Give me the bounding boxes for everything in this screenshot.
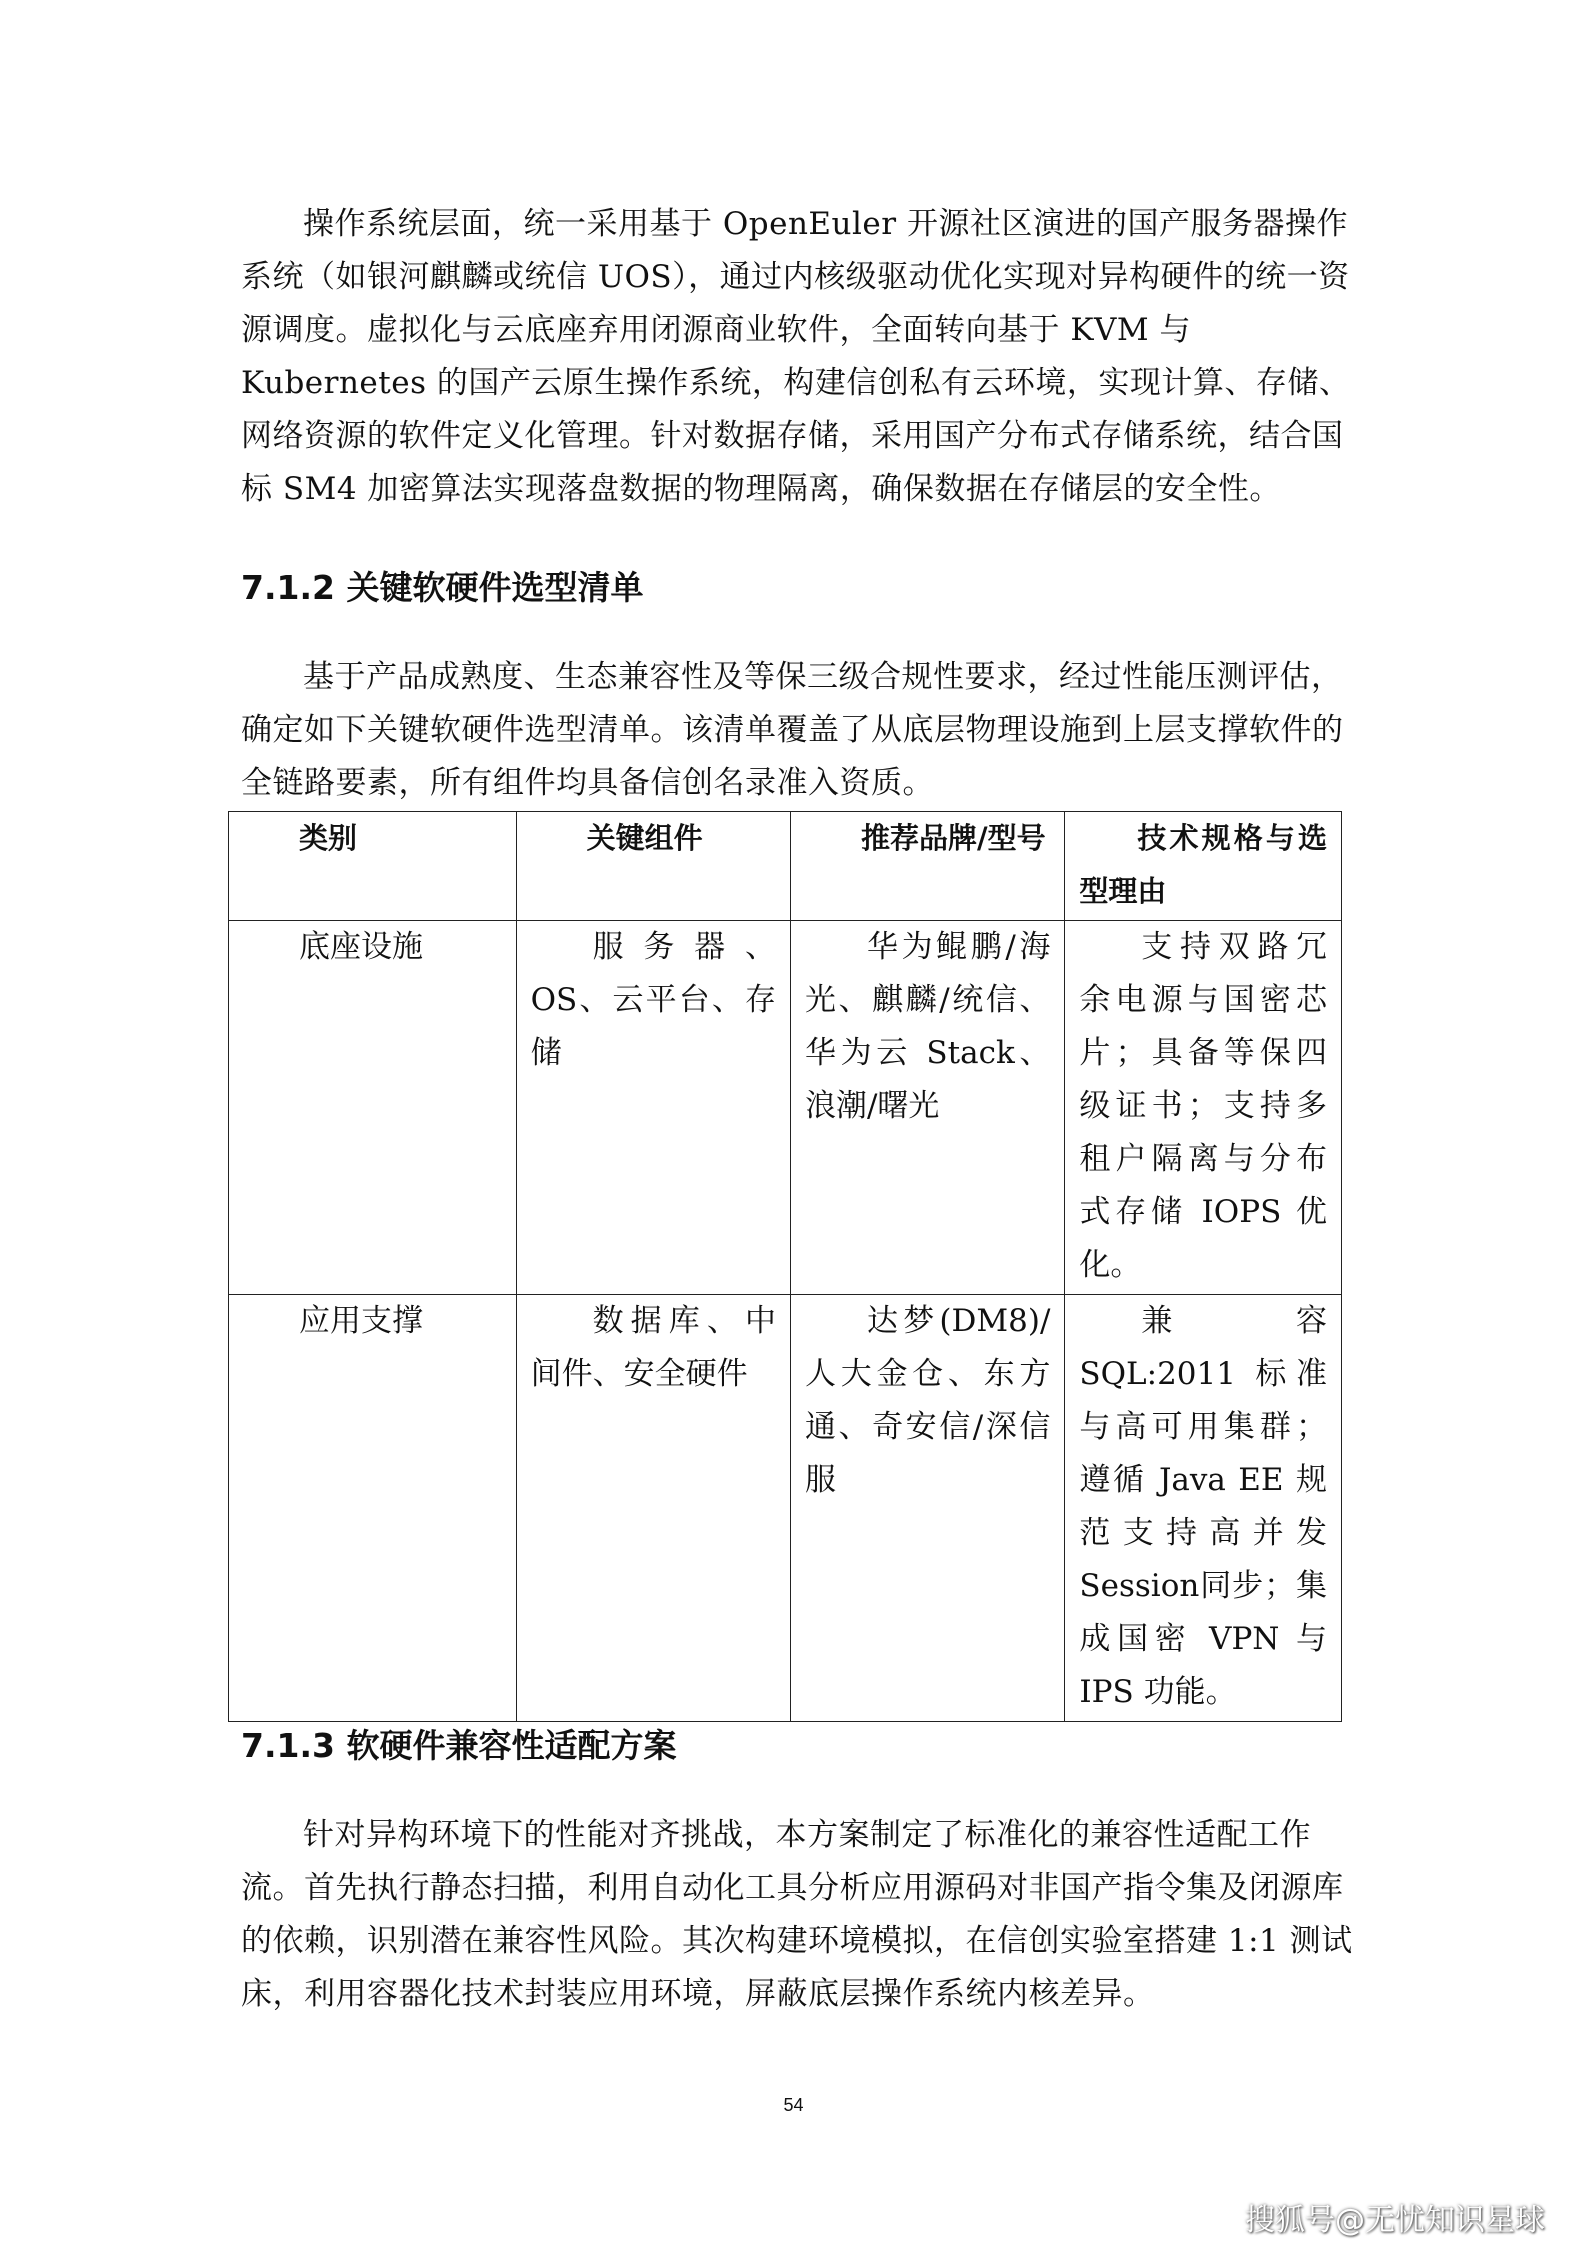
row-components: 数据库、中间件、安全硬件: [516, 1295, 790, 1722]
row-category: 应用支撑: [229, 1295, 517, 1722]
watermark: 搜狐号@无忧知识星球: [1245, 2203, 1545, 2238]
header-components: 关键组件: [516, 812, 790, 921]
row-specs: 支持双路冗余电源与国密芯片；具备等保四级证书；支持多租户隔离与分布式存储 IOPS 优化。: [1065, 921, 1342, 1295]
row-brands: 华为鲲鹏/海光、麒麟/统信、华为云 Stack、浪潮/曙光: [790, 921, 1064, 1295]
row-brands: 达梦(DM8)/人大金仓、东方通、奇安信/深信服: [790, 1295, 1064, 1722]
table-header-row: [229, 812, 1342, 921]
intro-paragraph: 操作系统层面，统一采用基于 OpenEuler 开源社区演进的国产服务器操作系统（如银河麒麟或统信 UOS），通过内核级驱动优化实现对异构硬件的统一资源调度。虚拟化与云底座弃用闭源商业软件，全面转向基于 KVM 与 Kubernetes 的国产云原生操作系统，构建信创私有云环境，实现计算、存储、网络资源的软件定义化管理。针对数据存储，采用国产分布式存储系统，结合国标 SM4 加密算法实现落盘数据的物理隔离，确保数据在存储层的安全性。: [241, 206, 1351, 507]
page-number: 54: [783, 2095, 804, 2115]
section-heading-7-1-3: 7.1.3 软硬件兼容性适配方案: [241, 1726, 677, 1765]
row-components: 服务器、OS、云平台、存储: [516, 921, 790, 1295]
section-heading-7-1-2: 7.1.2 关键软硬件选型清单: [241, 568, 644, 607]
table-row: [229, 1295, 1342, 1722]
row-specs: 兼容 SQL:2011 标准与高可用集群；遵循 Java EE 规范支持高并发Session同步；集成国密 VPN 与 IPS 功能。: [1065, 1295, 1342, 1722]
row-category: 底座设施: [229, 921, 517, 1295]
header-specs: 技术规格与选型理由: [1065, 812, 1342, 921]
header-brands: 推荐品牌/型号: [790, 812, 1064, 921]
table-row: [229, 921, 1342, 1295]
header-category: 类别: [229, 812, 517, 921]
section-7-1-2-paragraph: 基于产品成熟度、生态兼容性及等保三级合规性要求，经过性能压测评估，确定如下关键软硬件选型清单。该清单覆盖了从底层物理设施到上层支撑软件的全链路要素，所有组件均具备信创名录准入资质。: [241, 659, 1344, 801]
selection-table: [228, 811, 1342, 1722]
section-7-1-3-paragraph: 针对异构环境下的性能对齐挑战，本方案制定了标准化的兼容性适配工作流。首先执行静态扫描，利用自动化工具分析应用源码对非国产指令集及闭源库的依赖，识别潜在兼容性风险。其次构建环境模拟，在信创实验室搭建 1:1 测试床，利用容器化技术封装应用环境，屏蔽底层操作系统内核差异。: [241, 1817, 1353, 2012]
